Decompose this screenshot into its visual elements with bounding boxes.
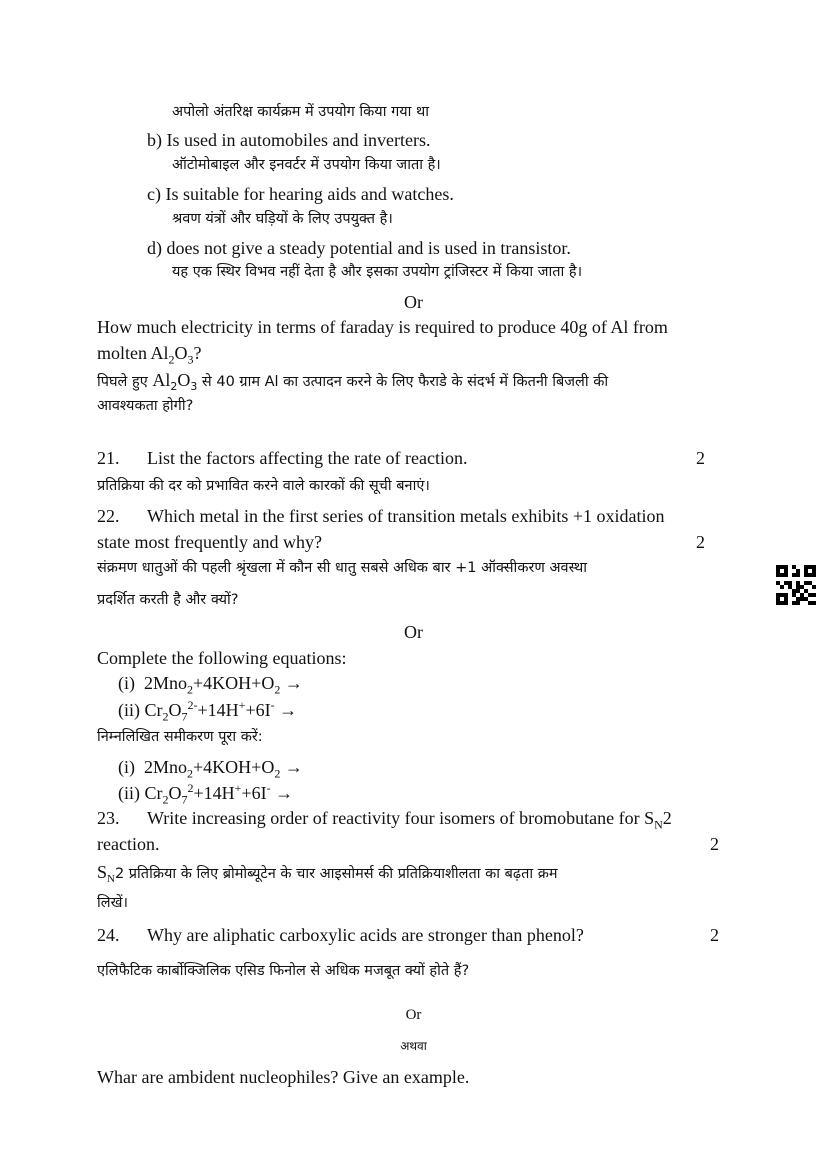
q24-number: 24.: [97, 925, 120, 945]
or-divider: Or: [404, 292, 423, 312]
q22-or-hindi-eq2: (ii) $Cr_2O_7^2+14H^++6I^-$ →: [118, 781, 294, 807]
q21-marks: 2: [696, 448, 705, 468]
option-b: b) Is used in automobiles and inverters.: [147, 130, 431, 150]
or-divider-3: Or: [405, 1007, 422, 1023]
q20-or-hindi-line2: आवश्यकता होगी?: [97, 398, 194, 414]
q22-text: Which metal in the first series of transition metals exhibits +1 oxidation: [147, 506, 665, 526]
q22-or-eq1: (i) $2Mno_2+4KOH+O_2$ →: [118, 673, 303, 697]
qr-code-icon: [776, 565, 816, 605]
q21-text: List the factors affecting the rate of reaction.: [147, 448, 468, 468]
option-c-hindi: श्रवण यंत्रों और घड़ियों के लिए उपयुक्त है।: [172, 211, 393, 227]
q23-hindi: $S_N2$ प्रतिक्रिया के लिए ब्रोमोब्यूटेन के चार आइसोमर्स की प्रतिक्रियाशीलता का बढ़ता क्रम: [97, 862, 558, 885]
q22-text-line2: state most frequently and why?: [97, 532, 322, 552]
option-d-hindi: यह एक स्थिर विभव नहीं देता है और इसका उपयोग ट्रांजिस्टर में किया जाता है।: [172, 264, 583, 280]
q20-or-text-line2: molten $Al_2O_3$?: [97, 343, 202, 367]
option-d: d) does not give a steady potential and is used in transistor.: [147, 238, 571, 258]
q22-number: 22.: [97, 506, 120, 526]
option-c: c) Is suitable for hearing aids and watches.: [147, 184, 454, 204]
q20-or-hindi: पिघले हुए $Al_2O_3$ से 40 ग्राम Al का उत्पादन करने के लिए फैराडे के संदर्भ में कितनी बिजली की: [97, 370, 609, 393]
q22-or-hindi-eq1: (i) $2Mno_2+4KOH+O_2$ →: [118, 757, 303, 781]
q22-or-hindi-intro: निम्नलिखित समीकरण पूरा करें:: [97, 729, 263, 745]
option-b-hindi: ऑटोमोबाइल और इनवर्टर में उपयोग किया जाता है।: [172, 157, 441, 173]
q22-or-eq2: (ii) $Cr_2O_7^{2-}+14H^++6I^-$ →: [118, 698, 298, 724]
q21-hindi: प्रतिक्रिया की दर को प्रभावित करने वाले कारकों की सूची बनाएं।: [97, 478, 430, 494]
q21-number: 21.: [97, 448, 120, 468]
q22-marks: 2: [696, 532, 705, 552]
q23-marks: 2: [710, 834, 719, 854]
q20-or-text: How much electricity in terms of faraday is required to produce 40g of Al from: [97, 317, 668, 337]
q22-hindi-line2: प्रदर्शित करती है और क्यों?: [97, 592, 239, 608]
q24-hindi: एलिफैटिक कार्बोक्जिलिक एसिड फिनोल से अधिक मजबूत क्यों होते हैं?: [97, 963, 470, 979]
option-a-hindi: अपोलो अंतरिक्ष कार्यक्रम में उपयोग किया गया था: [172, 104, 430, 120]
q23-text-line2: reaction.: [97, 834, 160, 854]
q22-or-intro: Complete the following equations:: [97, 648, 347, 668]
q23-number: 23.: [97, 808, 120, 828]
or-divider-2: Or: [404, 622, 423, 642]
q22-hindi: संक्रमण धातुओं की पहली श्रृंखला में कौन सी धातु सबसे अधिक बार +1 ऑक्सीकरण अवस्था: [97, 560, 587, 576]
q24-text: Why are aliphatic carboxylic acids are stronger than phenol?: [147, 925, 584, 945]
athva-divider: अथवा: [400, 1039, 427, 1053]
q24-marks: 2: [710, 925, 719, 945]
q23-text: Write increasing order of reactivity four isomers of bromobutane for $S_N2$: [147, 808, 672, 832]
q24-or-text: Whar are ambident nucleophiles? Give an example.: [97, 1067, 470, 1087]
q23-hindi-line2: लिखें।: [97, 895, 128, 911]
